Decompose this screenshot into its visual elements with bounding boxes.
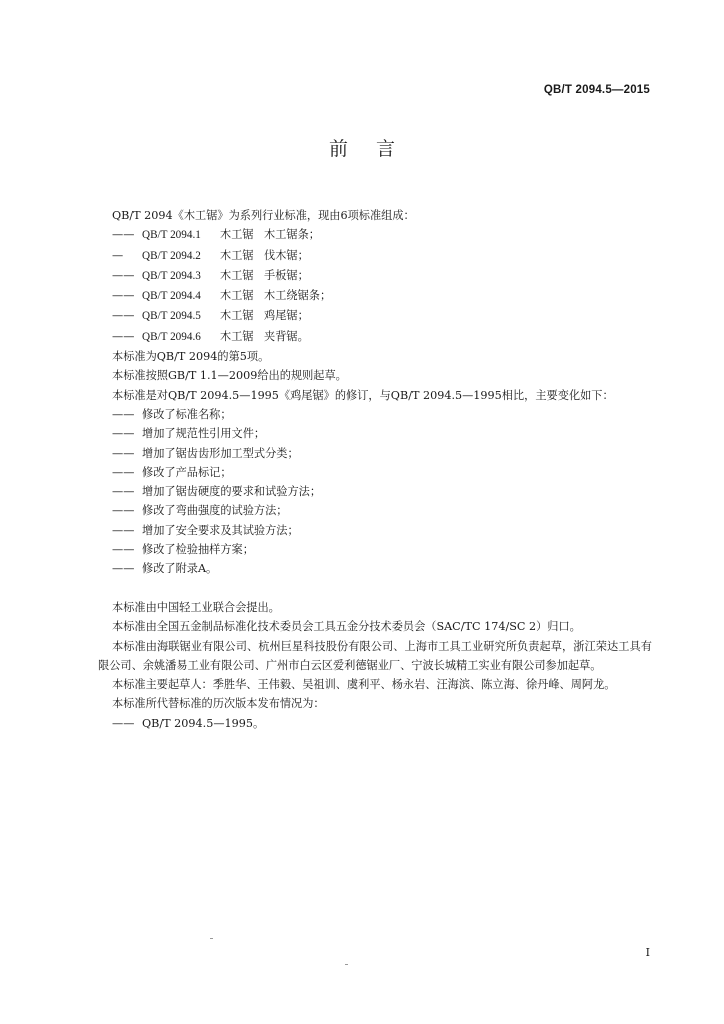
drafted-by: 本标准由海联锯业有限公司、杭州巨星科技股份有限公司、上海市工具工业研究所负责起草，浙江荣达工具有限公司、余姚潘易工业有限公司、广州市白云区爱利德锯业厂、宁波长城精工实业有限公司参加起草。 bbox=[98, 639, 652, 672]
history-list bbox=[112, 714, 652, 733]
list-item bbox=[112, 266, 652, 286]
history-intro: 本标准所代替标准的历次版本发布情况为： bbox=[112, 697, 325, 711]
dash-mark: —— bbox=[112, 289, 135, 303]
scan-speck bbox=[210, 938, 213, 939]
list-item bbox=[112, 559, 652, 578]
part-code: QB/T 2094.6 bbox=[142, 330, 201, 343]
drafters: 本标准主要起草人：季胜华、王伟毅、吴祖训、虞利平、杨永岩、汪海滨、陈立海、徐丹峰、周阿龙。 bbox=[112, 678, 616, 692]
dash-mark: —— bbox=[112, 309, 135, 323]
dash-mark: —— bbox=[112, 543, 135, 557]
dash-mark: —— bbox=[112, 465, 135, 479]
dash-mark: —— bbox=[112, 485, 135, 499]
change-text: 修改了附录A。 bbox=[142, 562, 218, 576]
dash-mark: — bbox=[112, 248, 124, 262]
part-name: 伐木锯； bbox=[264, 248, 309, 262]
list-item bbox=[112, 405, 652, 424]
dash-mark: —— bbox=[112, 562, 135, 576]
list-item bbox=[112, 501, 652, 520]
part-name: 手板锯； bbox=[264, 268, 309, 282]
list-item bbox=[112, 225, 652, 245]
part-code: QB/T 2094.5 bbox=[142, 310, 201, 323]
statement-revision: 本标准是对QB/T 2094.5—1995《鸡尾锯》的修订，与QB/T 2094.5—1995相比，主要变化如下： bbox=[112, 388, 614, 402]
page-number: I bbox=[645, 946, 650, 959]
change-text: 增加了规范性引用文件； bbox=[142, 427, 266, 441]
dash-mark: —— bbox=[112, 523, 135, 537]
dash-mark: —— bbox=[112, 329, 135, 343]
history-text: QB/T 2094.5—1995。 bbox=[142, 716, 265, 730]
list-item bbox=[112, 327, 652, 347]
change-text: 增加了安全要求及其试验方法； bbox=[142, 523, 299, 537]
list-item bbox=[112, 286, 652, 306]
dash-mark: —— bbox=[112, 446, 135, 460]
dash-mark: —— bbox=[112, 716, 135, 730]
list-item bbox=[112, 306, 652, 326]
list-item bbox=[112, 521, 652, 540]
list-item bbox=[112, 482, 652, 501]
managed-by: 本标准由全国五金制品标准化技术委员会工具五金分技术委员会（SAC/TC 174/SC 2）归口。 bbox=[112, 620, 581, 634]
part-category: 木工锯 bbox=[220, 309, 254, 323]
change-text: 修改了产品标记； bbox=[142, 465, 232, 479]
change-text: 修改了弯曲强度的试验方法； bbox=[142, 504, 288, 518]
statement-rules: 本标准按照GB/T 1.1—2009给出的规则起草。 bbox=[112, 369, 347, 383]
part-name: 鸡尾锯； bbox=[264, 309, 309, 323]
dash-mark: —— bbox=[112, 504, 135, 518]
part-category: 木工锯 bbox=[220, 228, 254, 242]
list-item bbox=[112, 540, 652, 559]
part-code: QB/T 2094.4 bbox=[142, 290, 201, 303]
list-item bbox=[112, 424, 652, 443]
proposed-by: 本标准由中国轻工业联合会提出。 bbox=[112, 600, 280, 614]
standard-code: QB/T 2094.5—2015 bbox=[543, 84, 650, 96]
dash-mark: —— bbox=[112, 407, 135, 421]
scan-speck bbox=[345, 964, 348, 965]
list-item bbox=[112, 714, 652, 733]
paragraph-gap bbox=[112, 579, 652, 598]
list-item bbox=[112, 463, 652, 482]
part-code: QB/T 2094.3 bbox=[142, 269, 201, 282]
intro-line: QB/T 2094《木工锯》为系列行业标准，现由6项标准组成： bbox=[112, 209, 415, 222]
dash-mark: —— bbox=[112, 268, 135, 282]
part-code: QB/T 2094.2 bbox=[142, 249, 201, 262]
part-name: 木工绕锯条； bbox=[264, 289, 332, 303]
changes-list bbox=[112, 405, 652, 579]
part-name: 夹背锯。 bbox=[264, 329, 309, 343]
part-category: 木工锯 bbox=[220, 268, 254, 282]
dash-mark: —— bbox=[112, 228, 135, 242]
part-category: 木工锯 bbox=[220, 329, 254, 343]
change-text: 修改了检验抽样方案； bbox=[142, 543, 254, 557]
change-text: 修改了标准名称； bbox=[142, 407, 232, 421]
part-code: QB/T 2094.1 bbox=[142, 229, 201, 242]
part-category: 木工锯 bbox=[220, 248, 254, 262]
dash-mark: —— bbox=[112, 427, 135, 441]
page-title: 前言 bbox=[328, 138, 423, 160]
part-name: 木工锯条； bbox=[264, 228, 320, 242]
foreword-body bbox=[98, 206, 652, 733]
list-item bbox=[112, 444, 652, 463]
list-item bbox=[112, 246, 652, 266]
change-text: 增加了锯齿硬度的要求和试验方法； bbox=[142, 485, 322, 499]
parts-list bbox=[112, 225, 652, 347]
part-category: 木工锯 bbox=[220, 289, 254, 303]
statement-part: 本标准为QB/T 2094的第5项。 bbox=[112, 350, 270, 364]
change-text: 增加了锯齿齿形加工型式分类； bbox=[142, 446, 299, 460]
